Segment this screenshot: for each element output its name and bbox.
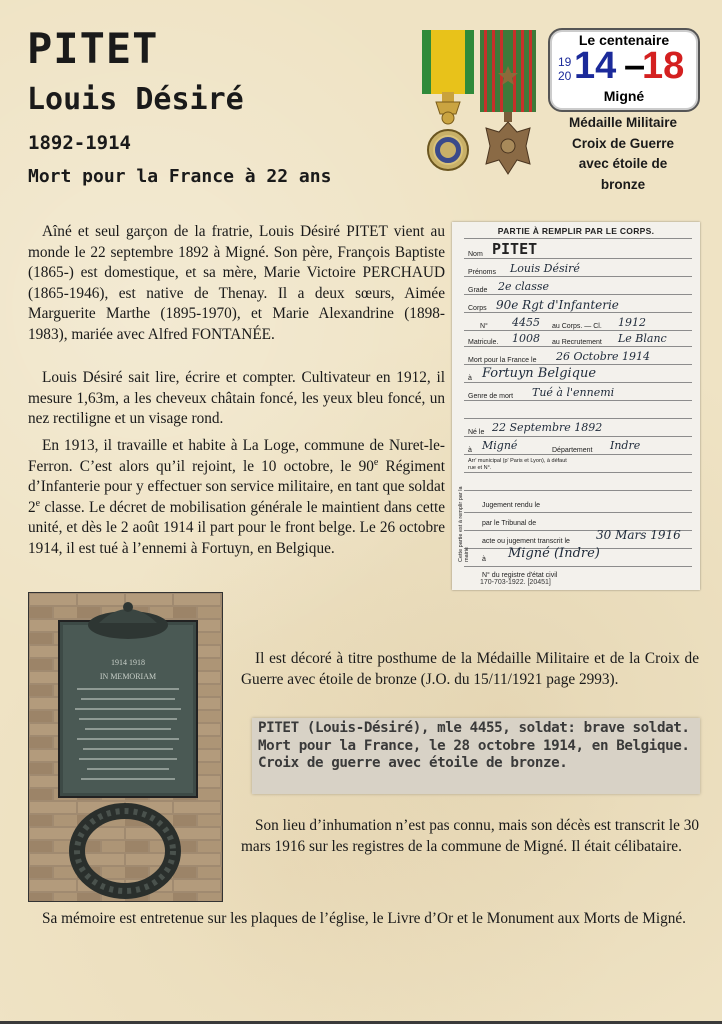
record-value-grade: 2e classe [498,280,550,293]
record-label: au Recrutement [552,339,602,346]
death-subtitle: Mort pour la France à 22 ans [28,166,332,187]
record-value-lieu-transcrit: Migné (Indre) [508,546,600,561]
paragraph-text: Il est décoré à titre posthume de la Médaille Militaire et de la Croix de Guerre avec étoile de bronze (J.O. du 15/11/1921 page 2993). [241,650,699,688]
record-label: Département [552,447,593,454]
paragraph-text: Régiment d’Infanterie pour y effectuer son service militaire, en tant que soldat 2 [28,457,445,516]
record-label: par le Tribunal de [482,520,537,527]
medal-caption-line: bronze [600,176,646,192]
record-label: N° [480,323,488,330]
record-label: Genre de mort [468,393,514,400]
superscript: e [35,497,41,509]
memorial-plaque-photo [28,592,223,902]
record-label: Grade [468,287,488,294]
plaque-years: 1914 1918 [111,658,145,667]
record-value-no: 4455 [512,316,540,329]
memorial-plaque-image [29,593,222,901]
paragraph-text: Sa mémoire est entretenue sur les plaques de l’église, le Livre d’Or et le Monument aux Morts de Migné. [42,910,686,927]
record-header: PARTIE À REMPLIR PAR LE CORPS. [497,226,655,236]
record-value-genre: Tué à l'ennemi [532,386,615,399]
paragraph-text: Aîné et seul garçon de la fratrie, Louis Désiré PITET vient au monde le 22 septembre 1892 à Migné. Son père, François Baptiste (1865-) est domestique, et sa mère, Marie Victoire PERCHAUD (1865-1946), est native de Thenay. Il a deux sœurs, Aimée Marguerite Marthe (1895-1970), et Marie Alexandrine (1898-1983), mariée avec Alfred FONTANÉE. [28,223,445,343]
medal-caption-line: avec étoile de [578,156,668,171]
paragraph-text: Louis Désiré sait lire, écrire et compter. Cultivateur en 1912, il mesure 1,63m, a les cheveux châtain foncé, les yeux bleu foncé, un nez rectiligne et un visage rond. [28,369,445,427]
record-value-classe: 1912 [618,316,646,329]
record-value-lieu: Fortuyn Belgique [482,366,597,381]
record-label: Corps [468,305,487,312]
medal-caption [546,113,700,195]
record-label: Né le [468,429,485,436]
record-label: Jugement rendu le [482,502,540,509]
record-label: à [468,375,472,382]
medal-caption-line: Médaille Militaire [568,115,678,130]
logo-year-20: 20 [558,69,572,83]
record-value-ne: 22 Septembre 1892 [492,421,603,434]
logo-number-14: 14 [574,45,617,87]
paragraph-decoration [241,649,699,690]
logo-title: Le centenaire [578,32,670,48]
record-footer: 170-703-1922. [20451] [480,579,551,586]
record-side-label: Cette partie est à remplir par la mairie [458,486,470,562]
paragraph-service [28,436,445,559]
medal-caption-line: Croix de Guerre [571,135,675,151]
military-record-card [452,222,700,590]
record-label: Prénoms [468,269,497,276]
record-label: au Corps. — Cl. [552,323,602,330]
record-value-prenoms: Louis Désiré [510,262,580,275]
paragraph-text: classe. Le décret de mobilisation générale le maintient dans cette unité, et dès le 2 août 1914 il part pour le front belge. Le 26 octobre 1914, il est tué à l’ennemi à Fortuyn, en Belgique. [28,498,445,557]
superscript: e [373,456,379,468]
record-label: Mort pour la France le [468,357,537,364]
record-value-matricule: 1008 [512,332,540,345]
centenaire-logo [548,28,700,112]
paragraph-text: Son lieu d’inhumation n’est pas connu, mais son décès est transcrit le 30 mars 1916 sur les registres de la commune de Migné. Il était célibataire. [241,817,699,855]
record-value-mort: 26 Octobre 1914 [556,350,651,363]
record-label: N° du registre d'état civil [482,572,558,579]
paragraph-birth [28,222,445,345]
logo-place: Migné [603,88,645,104]
medals-image [418,28,542,178]
record-value-recrutement: Le Blanc [618,332,667,345]
record-label: Arr' municipal (p' Paris et Lyon), à défaut rue et N°. [468,458,567,471]
logo-year-19: 19 [558,55,572,69]
paragraph-description [28,368,445,430]
medaille-militaire-icon [422,30,474,170]
journal-officiel-clipping [252,718,700,794]
clipping-text: PITET (Louis-Désiré), mle 4455, soldat: brave soldat. Mort pour la France, le 28 octobre 1914, en Belgique. Croix de guerre avec étoile de bronze. [258,720,690,771]
record-label: à [468,447,472,454]
record-label: Matricule. [468,339,499,346]
record-value-transcrit: 30 Mars 1916 [596,528,681,542]
record-label: acte ou jugement transcrit le [482,538,570,545]
life-dates: 1892-1914 [28,132,131,154]
record-value-nom: PITET [492,240,538,258]
record-value-lieu-ne: Migné [482,439,518,452]
paragraph-text: En 1913, il travaille et habite à La Loge, commune de Nuret-le-Ferron. C’est alors qu’il rejoint, le 10 octobre, le 90 [28,437,445,475]
logo-number-18: 18 [642,45,685,87]
record-label: Nom [468,251,483,258]
person-surname: PITET [27,24,159,73]
plaque-title: IN MEMORIAM [99,672,157,681]
record-label: à [482,556,486,563]
croix-de-guerre-icon [480,30,536,174]
record-value-departement: Indre [610,439,641,452]
logo-dash: – [624,45,646,87]
person-first-names: Louis Désiré [27,82,244,117]
record-value-corps: 90e Rgt d'Infanterie [496,298,619,312]
paragraph-memory [28,909,700,930]
paragraph-burial [241,816,699,857]
